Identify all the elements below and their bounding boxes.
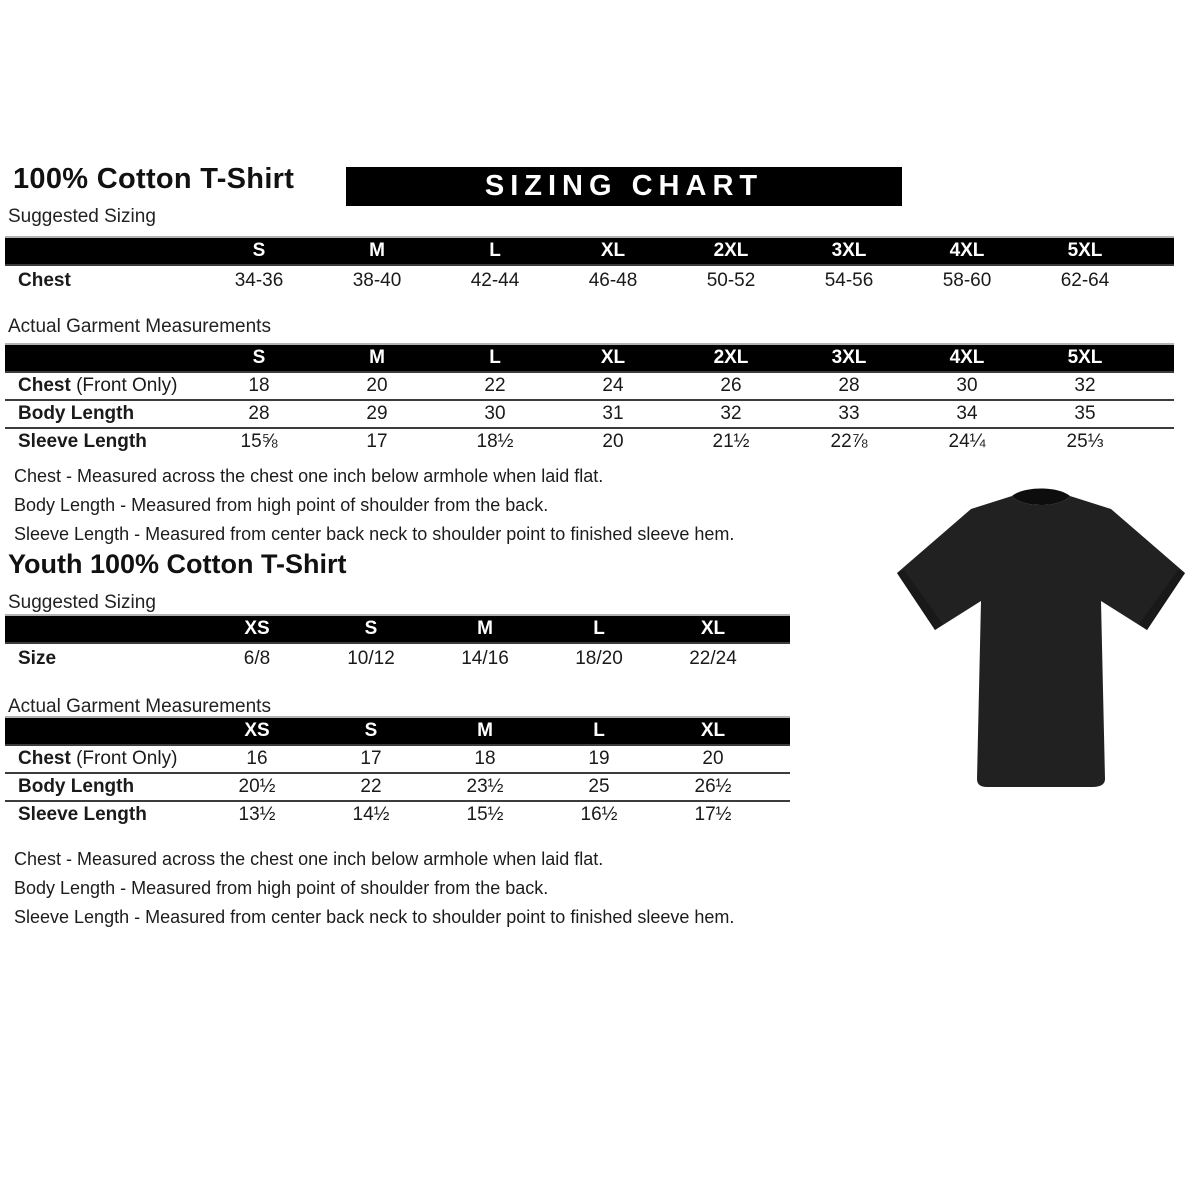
tshirt-image [890,476,1192,816]
adult-measurement-notes [14,462,734,549]
cell: 18/20 [575,647,623,669]
youth-measurement-notes [14,845,734,932]
cell: 28 [838,375,860,396]
tshirt-body-shape [897,496,1185,787]
col-header: M [318,237,436,265]
note-line: Sleeve Length - Measured from center back neck to shoulder point to finished sleeve hem. [14,524,735,544]
cell: 58-60 [942,269,992,291]
col-header: 5XL [1026,237,1144,265]
col-header: S [200,237,318,265]
col-header: 5XL [1026,344,1144,372]
cell: 17½ [694,804,732,825]
col-header: 2XL [672,344,790,372]
cell: 20 [366,375,388,396]
adult-suggested-sizing-table [5,236,1174,295]
youth-section-title: Youth 100% Cotton T-Shirt [8,549,347,579]
cell: 50-52 [706,269,756,291]
col-header: S [314,717,428,745]
row-label-suffix: (Front Only) [70,748,178,769]
cell: 30 [956,375,978,396]
cell: 23½ [466,776,504,797]
row-filler [770,643,790,673]
row-filler [1144,400,1174,428]
col-header: 2XL [672,237,790,265]
cell: 32 [720,403,742,424]
cell: 14½ [352,804,390,825]
table-row [5,643,790,673]
cell: 10/12 [347,647,395,669]
row-label: Sleeve Length [18,804,147,825]
table-row [5,400,1174,428]
cell: 22⅞ [830,431,868,452]
col-header: M [428,615,542,643]
row-filler [770,801,790,828]
col-header: 4XL [908,237,1026,265]
col-header: L [436,344,554,372]
cell: 15½ [466,804,504,825]
cell: 38-40 [352,269,402,291]
col-header: XL [656,717,770,745]
cell: 24 [602,375,624,396]
adult-actual-measurements-table [5,343,1174,455]
col-header: M [318,344,436,372]
cell: 26 [720,375,742,396]
cell: 14/16 [461,647,509,669]
table-header-row [5,717,790,745]
youth-actual-measurements-label: Actual Garment Measurements [8,696,271,717]
cell: 15⅝ [240,431,278,452]
header-filler [1144,344,1174,372]
col-header: XL [554,237,672,265]
cell: 25 [588,776,610,797]
row-label: Chest [18,269,71,291]
row-filler [1144,372,1174,400]
table-row [5,265,1174,295]
header-filler [770,615,790,643]
cell: 22 [360,776,382,797]
cell: 19 [588,748,610,769]
cell: 20 [602,431,624,452]
page-title: 100% Cotton T-Shirt [13,163,295,195]
cell: 17 [366,431,388,452]
cell: 32 [1074,375,1096,396]
col-header: 4XL [908,344,1026,372]
note-line: Chest - Measured across the chest one inch below armhole when laid flat. [14,849,604,869]
table-row [5,773,790,801]
col-header: S [200,344,318,372]
col-header: 3XL [790,344,908,372]
table-row [5,745,790,773]
cell: 24¼ [948,431,986,452]
cell: 18½ [476,431,514,452]
cell: 17 [360,748,382,769]
row-label: Chest (Front Only) [18,375,178,396]
table-row [5,428,1174,455]
col-header: L [542,615,656,643]
header-filler [770,717,790,745]
row-filler [770,745,790,773]
row-label: Body Length [18,776,135,797]
row-label-suffix: (Front Only) [70,375,178,396]
col-header: L [436,237,554,265]
header-spacer [5,237,200,265]
note-line: Body Length - Measured from high point of shoulder from the back. [14,495,549,515]
youth-suggested-sizing-table [5,614,790,673]
cell: 34-36 [234,269,284,291]
cell: 31 [602,403,624,424]
cell: 20 [702,748,724,769]
col-header: XS [200,717,314,745]
table-header-row [5,344,1174,372]
cell: 18 [474,748,496,769]
col-header: XL [656,615,770,643]
row-filler [770,773,790,801]
cell: 62-64 [1060,269,1110,291]
header-spacer [5,717,200,745]
table-header-row [5,237,1174,265]
note-line: Chest - Measured across the chest one inch below armhole when laid flat. [14,466,604,486]
row-label: Sleeve Length [18,431,147,452]
cell: 33 [838,403,860,424]
cell: 30 [484,403,506,424]
cell: 6/8 [243,647,271,669]
adult-suggested-sizing-label: Suggested Sizing [8,206,156,227]
cell: 18 [248,375,270,396]
cell: 22 [484,375,506,396]
note-line: Body Length - Measured from high point of shoulder from the back. [14,878,549,898]
row-label: Chest (Front Only) [18,748,178,769]
table-row [5,801,790,828]
header-spacer [5,615,200,643]
header-spacer [5,344,200,372]
youth-actual-measurements-table [5,716,790,828]
cell: 13½ [238,804,276,825]
table-row [5,372,1174,400]
cell: 22/24 [689,647,737,669]
col-header: M [428,717,542,745]
row-filler [1144,265,1174,295]
cell: 29 [366,403,388,424]
cell: 46-48 [588,269,638,291]
cell: 16 [246,748,268,769]
cell: 54-56 [824,269,874,291]
cell: 21½ [712,431,750,452]
cell: 20½ [238,776,276,797]
cell: 26½ [694,776,732,797]
col-header: S [314,615,428,643]
col-header: L [542,717,656,745]
note-line: Sleeve Length - Measured from center back neck to shoulder point to finished sleeve hem. [14,907,735,927]
youth-suggested-sizing-label: Suggested Sizing [8,592,156,613]
cell: 16½ [580,804,618,825]
cell: 25⅓ [1066,431,1104,452]
cell: 34 [956,403,978,424]
row-label: Body Length [18,403,135,424]
col-header: 3XL [790,237,908,265]
cell: 28 [248,403,270,424]
col-header: XS [200,615,314,643]
row-label: Size [18,647,57,669]
sizing-chart-banner: SIZING CHART [346,167,902,206]
adult-actual-measurements-label: Actual Garment Measurements [8,316,271,337]
cell: 35 [1074,403,1096,424]
cell: 42-44 [470,269,520,291]
table-header-row [5,615,790,643]
row-filler [1144,428,1174,455]
header-filler [1144,237,1174,265]
col-header: XL [554,344,672,372]
